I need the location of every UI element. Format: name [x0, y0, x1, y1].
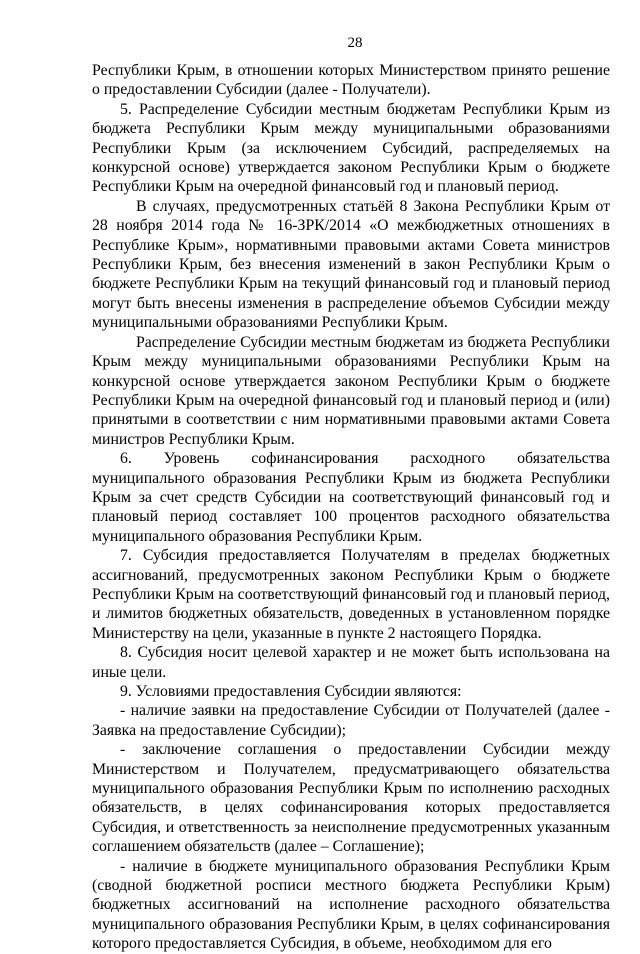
- list-item-budget: - наличие в бюджете муниципального образования Республики Крым (сводной бюджетной росписи местного бюджета Республики Крым) бюджетных ассигнований на исполнение расходного обязательства муниципального образования Республики Крым, в целях софинансирования которого предоставляется Субсидия, в объеме, необходимом для его: [92, 857, 610, 953]
- list-item-agreement: - заключение соглашения о предоставлении Субсидии между Министерством и Получателем, предусматривающего обязательства муниципального образования Республики Крым по исполнению расходных обязательств, в целях софинансирования которых предоставляется Субсидия, и ответственность за неисполнение предусмотренных указанным соглашением обязательств (далее – Соглашение);: [92, 741, 610, 856]
- paragraph-item-7: 7. Субсидия предоставляется Получателям в пределах бюджетных ассигнований, предусмотренных законом Республики Крым о бюджете Республики Крым на соответствующий финансовый год и плановый период, и лимитов бюджетных обязательств, доведенных в установленном порядке Министерству на цели, указанные в пункте 2 настоящего Порядка.: [92, 547, 610, 642]
- paragraph-item-5: 5. Распределение Субсидии местным бюджетам Республики Крым из бюджета Республики Крым между муниципальными образованиями Республики Крым (за исключением Субсидий, распределяемых на конкурсной основе) утверждается законом Республики Крым о бюджете Республики Крым на очередной финансовый год и плановый период.: [92, 100, 610, 196]
- paragraph-continuation: Республики Крым, в отношении которых Министерством принято решение о предоставлении Субсидии (далее - Получатели).: [92, 62, 610, 99]
- paragraph-item-9: 9. Условиями предоставления Субсидии являются:: [120, 683, 462, 700]
- paragraph-distribution: Распределение Субсидии местным бюджетам из бюджета Республики Крым между муниципальными образованиями Республики Крым на конкурсной основе утверждается законом Республики Крым о бюджете Республики Крым на очередной финансовый год и плановый период и (или) принятыми в соответствии с ним нормативными правовыми актами Совета министров Республики Крым.: [92, 333, 610, 448]
- paragraph-cases: В случаях, предусмотренных статьёй 8 Закона Республики Крым от 28 ноября 2014 года № 16-ЗРК/2014 «О межбюджетных отношениях в Республике Крым», нормативными правовыми актами Совета министров Республики Крым, без внесения изменений в закон Республики Крым о бюджете Республики Крым на текущий финансовый год и плановый период могут быть внесены изменения в распределение объемов Субсидии между муниципальными образованиями Республики Крым.: [92, 197, 610, 332]
- list-item-application: - наличие заявки на предоставление Субсидии от Получателей (далее - Заявка на предоставление Субсидии);: [92, 702, 610, 739]
- page-number: 28: [347, 35, 363, 51]
- paragraph-item-8: 8. Субсидия носит целевой характер и не может быть использована на иные цели.: [92, 644, 610, 681]
- paragraph-item-6: 6. Уровень софинансирования расходного обязательства муниципального образования Республики Крым из бюджета Республики Крым за счет средств Субсидии на соответствующий финансовый год и плановый период составляет 100 процентов расходного обязательства муниципального образования Республики Крым.: [92, 450, 610, 545]
